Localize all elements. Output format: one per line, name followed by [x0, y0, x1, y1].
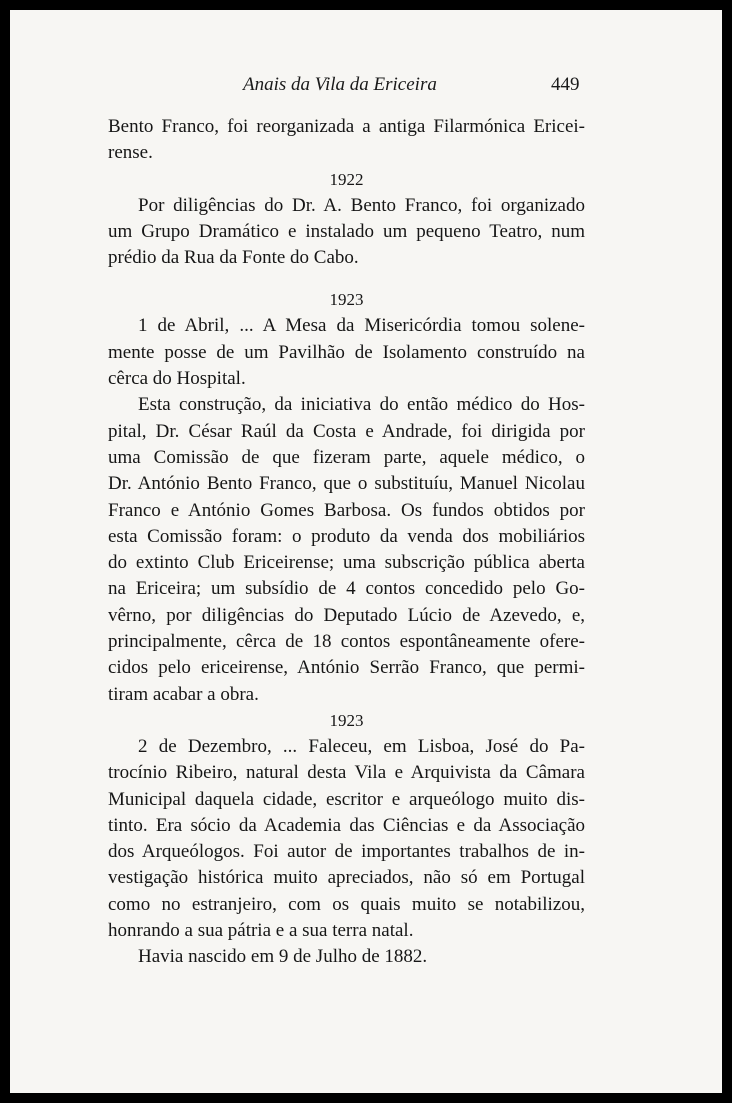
text-line: como no estranjeiro, com os quais muito se notabilizou, — [108, 893, 585, 915]
text-line: Por diligências do Dr. A. Bento Franco, foi organizado — [138, 194, 585, 216]
text-line: 1 de Abril, ... A Mesa da Misericórdia tomou solene- — [138, 315, 585, 337]
year-heading: 1923 — [329, 290, 364, 310]
book-page — [10, 10, 722, 1093]
text-line: prédio da Rua da Fonte do Cabo. — [108, 247, 359, 269]
year-heading: 1923 — [329, 710, 364, 730]
text-line: pital, Dr. César Raúl da Costa e Andrade, foi dirigida por — [108, 420, 585, 442]
text-line: Municipal daquela cidade, escritor e arqueólogo muito dis- — [108, 788, 585, 810]
text-line: 2 de Dezembro, ... Faleceu, em Lisboa, José do Pa- — [138, 735, 585, 757]
text-line: esta Comissão foram: o produto da venda dos mobiliários — [108, 525, 585, 547]
text-line: cêrca do Hospital. — [108, 368, 246, 390]
text-line: do extinto Club Ericeirense; uma subscrição pública aberta — [108, 552, 585, 574]
text-line: na Ericeira; um subsídio de 4 contos concedido pelo Go- — [108, 578, 585, 600]
text-line: uma Comissão de que fizeram parte, aquele médico, o — [108, 446, 585, 468]
text-line: cidos pelo ericeirense, António Serrão Franco, que permi- — [108, 657, 585, 679]
text-line: dos Arqueólogos. Foi autor de importantes trabalhos de in- — [108, 841, 585, 863]
text-line: Esta construção, da iniciativa do então médico do Hos- — [138, 394, 585, 416]
text-line: vêrno, por diligências do Deputado Lúcio de Azevedo, e, — [108, 604, 585, 626]
text-line: Franco e António Gomes Barbosa. Os fundos obtidos por — [108, 499, 585, 521]
running-title: Anais da Vila da Ericeira — [243, 74, 437, 95]
text-line: Bento Franco, foi reorganizada a antiga Filarmónica Ericei- — [108, 116, 585, 137]
page-header — [10, 70, 722, 100]
text-line: honrando a sua pátria e a sua terra natal. — [108, 920, 414, 942]
text-line: tinto. Era sócio da Academia das Ciências e da Associação — [108, 814, 585, 836]
text-line: Dr. António Bento Franco, que o substituíu, Manuel Nicolau — [108, 473, 585, 495]
text-line: rense. — [108, 142, 153, 164]
text-line: um Grupo Dramático e instalado um pequeno Teatro, num — [108, 220, 585, 242]
body-text — [108, 114, 585, 971]
page-number: 449 — [551, 74, 580, 95]
text-line: tiram acabar a obra. — [108, 683, 259, 705]
text-line: vestigação histórica muito apreciados, não só em Portugal — [108, 867, 585, 889]
year-heading: 1922 — [329, 169, 364, 189]
text-line: principalmente, cêrca de 18 contos espontâneamente ofere- — [108, 631, 585, 653]
text-line: mente posse de um Pavilhão de Isolamento construído na — [108, 341, 585, 363]
text-line: trocínio Ribeiro, natural desta Vila e Arquivista da Câmara — [108, 762, 585, 784]
text-line: Havia nascido em 9 de Julho de 1882. — [138, 946, 428, 968]
